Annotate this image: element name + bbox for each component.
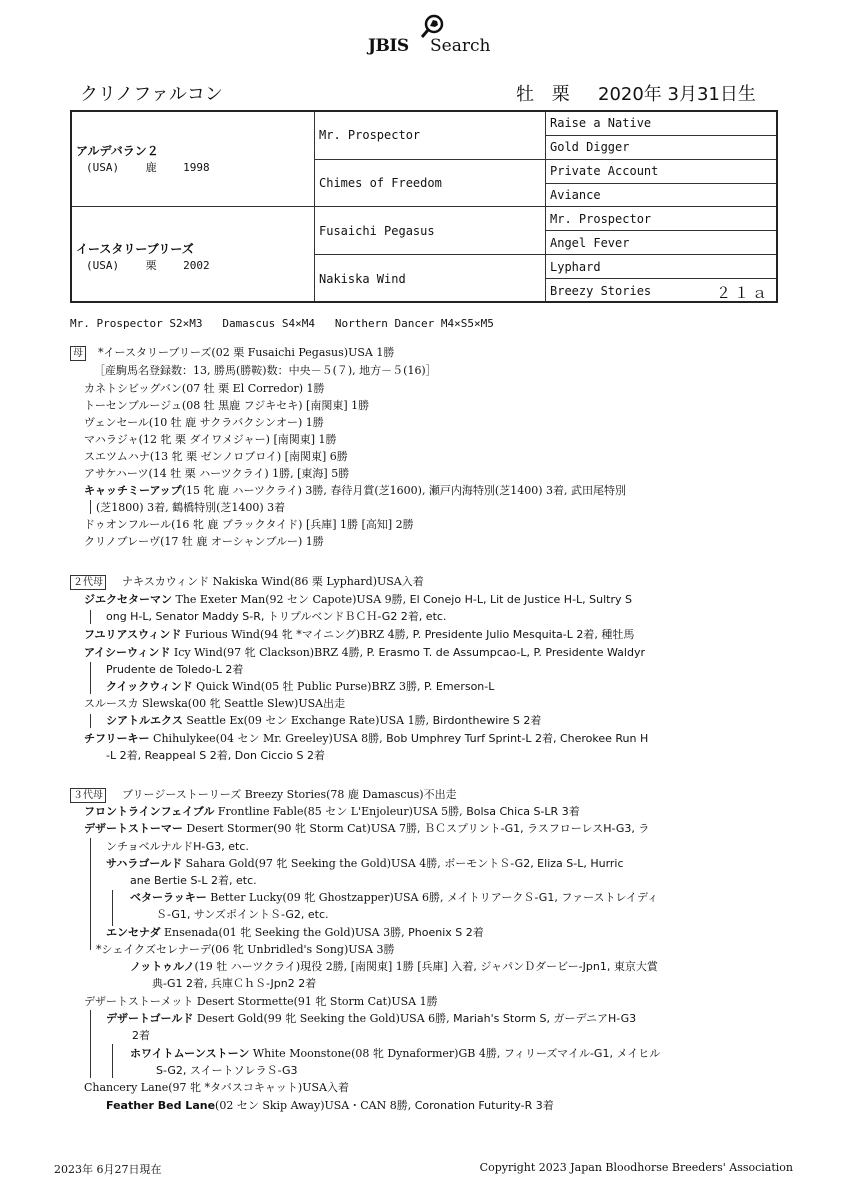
race-record: Birdonthewire S 2着	[432, 714, 542, 727]
line-text: Ensenada(01 牝 Seeking the Gold)USA 3勝,	[160, 926, 409, 939]
g3-6: Angel Fever	[550, 236, 630, 250]
race-record: メイトリアークＳ-G1, ファーストレイディ	[446, 891, 659, 904]
horse-highlight-name: エンセナダ	[106, 926, 161, 939]
progeny-line	[106, 747, 325, 764]
indent-bar	[90, 610, 91, 624]
progeny-line	[96, 499, 285, 516]
progeny-line	[84, 1079, 349, 1096]
line-text: (02 セン Skip Away)USA・CAN 8勝,	[215, 1099, 415, 1112]
progeny-line	[84, 448, 348, 465]
progeny-line	[106, 608, 446, 625]
dam-name: イースタリーブリーズ	[76, 242, 194, 256]
progeny-line	[130, 958, 658, 975]
dam-cell	[76, 240, 210, 273]
line-text: White Moonstone(08 牝 Dynaformer)GB 4勝,	[249, 1047, 504, 1060]
progeny-line	[122, 786, 457, 803]
brand-jbis: JBIS	[368, 36, 409, 56]
line-text: (19 牡 ハーツクライ)現役 2勝, [南関東] 1勝 [兵庫] 入着,	[194, 960, 481, 973]
jbis-search-logo	[368, 14, 498, 56]
progeny-line	[106, 678, 494, 695]
progeny-line	[84, 591, 632, 608]
horse-highlight-name: ノットゥルノ	[130, 960, 195, 973]
line-text: Quick Wind(05 牡 Public Purse)BRZ 3勝,	[192, 680, 424, 693]
line-text: デザートストーメット Desert Stormette(91 牝 Storm Cat)USA 1勝	[84, 995, 438, 1008]
progeny-line	[84, 820, 649, 837]
race-record: Prudente de Toledo-L 2着	[106, 663, 244, 676]
inbreeding-summary: Mr. Prospector S2×M3 Damascus S4×M4 Northern Dancer M4×S5×M5	[70, 317, 494, 330]
progeny-line	[84, 626, 634, 643]
line-text: (芝1800) 3着, 鶴橋特別(芝1400) 3着	[96, 501, 286, 514]
indent-bar	[112, 1044, 113, 1078]
line-text: ナキスカウィンド Nakiska Wind(86 栗 Lyphard)USA入着	[122, 575, 424, 588]
line-text: Frontline Fable(85 セン L'Enjoleur)USA 5勝,	[214, 805, 467, 818]
line-text: Icy Wind(97 牝 Clackson)BRZ 4勝,	[170, 646, 367, 659]
race-record: ane Bertie S-L 2着, etc.	[130, 874, 257, 887]
race-record: ンチョベルナルドH-G3, etc.	[106, 840, 249, 853]
horse-highlight-name: シアトルエクス	[106, 714, 183, 727]
line-text: ［産駒馬名登録数：13, 勝馬(勝鞍)数：中央－５(７), 地方－５(16)］	[94, 364, 437, 377]
progeny-line	[156, 906, 329, 923]
horse-dob: 2020年 3月31日生	[598, 84, 756, 105]
progeny-line	[84, 431, 337, 448]
indent-bar	[90, 662, 91, 694]
gen3-section-tag: ３代母	[70, 788, 106, 803]
sire-info: (USA) 鹿 1998	[86, 161, 210, 174]
line-text: Chancery Lane(97 牝 *タバスコキャット)USA入着	[84, 1081, 349, 1094]
progeny-line	[84, 380, 325, 397]
progeny-line	[98, 344, 394, 361]
progeny-line	[106, 1010, 636, 1027]
line-text: Seattle Ex(09 セン Exchange Rate)USA 1勝,	[182, 714, 433, 727]
indent-bar	[90, 714, 91, 728]
line-text: *イースタリーブリーズ(02 栗 Fusaichi Pegasus)USA 1勝	[98, 346, 395, 359]
horse-highlight-name: デザートストーマー	[84, 822, 183, 835]
race-record: ＢＣスプリント-G1, ラスフローレスH-G3, ラ	[424, 822, 650, 835]
race-record: 2着	[132, 1029, 150, 1042]
progeny-line	[106, 838, 249, 855]
g3-5: Mr. Prospector	[550, 212, 652, 226]
brand-search: Search	[430, 36, 491, 56]
progeny-line	[84, 465, 349, 482]
progeny-line	[84, 730, 648, 747]
horse-sex-color: 牡 栗	[516, 84, 576, 105]
sire-name: アルデバラン２	[76, 144, 159, 158]
race-record: El Conejo H-L, Lit de Justice H-L, Sultry S	[409, 593, 633, 606]
race-record: P. Emerson-L	[423, 680, 495, 693]
line-text: *シェイクズセレナーデ(06 牝 Unbridled's Song)USA 3勝	[96, 943, 395, 956]
progeny-line	[156, 1062, 298, 1079]
g3-1: Raise a Native	[550, 116, 652, 130]
progeny-line	[152, 975, 316, 992]
race-record: Mariah's Storm S, ガーデニアH-G3	[453, 1012, 637, 1025]
progeny-line	[122, 573, 424, 590]
race-record: ong H-L, Senator Maddy S-R, トリプルベンドＢＣＨ-G2 2着, etc.	[106, 610, 447, 623]
horse-highlight-name: クイックウィンド	[106, 680, 193, 693]
sire-cell	[76, 142, 210, 175]
progeny-line	[130, 872, 257, 889]
progeny-line	[94, 362, 437, 379]
line-text: Desert Gold(99 牝 Seeking the Gold)USA 6勝,	[193, 1012, 454, 1025]
progeny-line	[84, 516, 414, 533]
g2-2: Chimes of Freedom	[319, 176, 442, 190]
horse-highlight-name: ホワイトムーンストーン	[130, 1047, 250, 1060]
progeny-line	[130, 889, 658, 906]
line-text: Furious Wind(94 牝 *マイニング)BRZ 4勝,	[181, 628, 413, 641]
race-record: P. Presidente Julio Mesquita-L 2着, 種牡馬	[412, 628, 635, 641]
race-record: Phoenix S 2着	[408, 926, 484, 939]
race-record: P. Erasmo T. de Assumpcao-L, P. Presidente Waldyr	[366, 646, 645, 659]
progeny-line	[106, 924, 484, 941]
race-record: ジャパンＤダービー-Jpn1, 東京大賞	[480, 960, 658, 973]
progeny-line	[130, 1045, 660, 1062]
race-record: Bolsa Chica S-LR 3着	[466, 805, 580, 818]
line-text: スエツムハナ(13 牝 栗 ゼンノロブロイ) [南関東] 6勝	[84, 450, 348, 463]
line-text: Desert Stormer(90 牝 Storm Cat)USA 7勝,	[182, 822, 425, 835]
progeny-line	[84, 414, 324, 431]
pedigree-table	[70, 110, 778, 303]
g2-3: Fusaichi Pegasus	[319, 224, 435, 238]
progeny-line	[84, 533, 324, 550]
line-text: ブリージーストーリーズ Breezy Stories(78 鹿 Damascus)不出走	[122, 788, 457, 801]
indent-bar	[112, 890, 113, 926]
race-record: ボーモントＳ-G2, Eliza S-L, Hurric	[444, 857, 624, 870]
race-record: 典-G1 2着, 兵庫ＣｈＳ-Jpn2 2着	[152, 977, 317, 990]
horse-highlight-name: ベターラッキー	[130, 891, 207, 904]
g2-4: Nakiska Wind	[319, 272, 406, 286]
family-number: ２１ａ	[715, 284, 770, 302]
footer-copyright: Copyright 2023 Japan Bloodhorse Breeders' Association	[479, 1161, 793, 1174]
progeny-line	[132, 1027, 150, 1044]
g2-1: Mr. Prospector	[319, 128, 421, 142]
race-record: フィリーズマイル-G1, メイヒル	[503, 1047, 661, 1060]
progeny-line	[84, 695, 345, 712]
horse-highlight-name: デザートゴールド	[106, 1012, 194, 1025]
progeny-line	[106, 855, 624, 872]
indent-bar	[90, 1010, 91, 1078]
line-text: トーセンブルージュ(08 牡 黒鹿 フジキセキ) [南関東] 1勝	[84, 399, 370, 412]
progeny-line	[84, 482, 626, 499]
dam-info: (USA) 栗 2002	[86, 259, 210, 272]
line-text: Chihulykee(04 セン Mr. Greeley)USA 8勝,	[149, 732, 387, 745]
horse-name: クリノファルコン	[80, 84, 223, 105]
line-text: ドゥオンフルール(16 牝 鹿 ブラックタイド) [兵庫] 1勝 [高知] 2勝	[84, 518, 414, 531]
g3-2: Gold Digger	[550, 140, 630, 154]
race-record: S-G2, スイートソレラＳ-G3	[156, 1064, 298, 1077]
horse-highlight-name: アイシーウィンド	[84, 646, 171, 659]
line-text: The Exeter Man(92 セン Capote)USA 9勝,	[172, 593, 410, 606]
progeny-line	[106, 1097, 554, 1114]
line-text: Sahara Gold(97 牝 Seeking the Gold)USA 4勝,	[182, 857, 445, 870]
line-text: ヴェンセール(10 牡 鹿 サクラバクシンオー) 1勝	[84, 416, 324, 429]
g3-3: Private Account	[550, 164, 659, 178]
dam-section-tag: 母	[70, 346, 86, 361]
race-record: Ｓ-G1, サンズポイントＳ-G2, etc.	[156, 908, 329, 921]
horse-highlight-name: フロントラインフェイブル	[84, 805, 215, 818]
line-text: (15 牝 鹿 ハーツクライ) 3勝, 春待月賞(芝1600), 瀬戸内海特別(芝1400) 3着, 武田尾特別	[181, 484, 626, 497]
progeny-line	[106, 712, 541, 729]
horse-highlight-name: フユリアスウィンド	[84, 628, 182, 641]
progeny-line	[106, 661, 243, 678]
horse-highlight-name: Feather Bed Lane	[106, 1099, 216, 1112]
line-text: Better Lucky(09 牝 Ghostzapper)USA 6勝,	[206, 891, 447, 904]
horse-highlight-name: チフリーキー	[84, 732, 150, 745]
indent-bar	[90, 500, 91, 514]
progeny-line	[84, 993, 438, 1010]
line-text: カネトシビッグバン(07 牡 栗 El Corredor) 1勝	[84, 382, 325, 395]
race-record: Coronation Futurity-R 3着	[414, 1099, 554, 1112]
gen2-section-tag: ２代母	[70, 575, 106, 590]
g3-4: Aviance	[550, 188, 601, 202]
indent-bar	[90, 838, 91, 950]
progeny-line	[84, 644, 645, 661]
footer-date: 2023年 6月27日現在	[54, 1163, 162, 1176]
line-text: スルースカ Slewska(00 牝 Seattle Slew)USA出走	[84, 697, 346, 710]
progeny-line	[84, 803, 580, 820]
line-text: マハラジャ(12 牝 栗 ダイワメジャー) [南関東] 1勝	[84, 433, 337, 446]
g3-8: Breezy Stories	[550, 284, 652, 298]
race-record: Bob Umphrey Turf Sprint-L 2着, Cherokee Run H	[386, 732, 649, 745]
horse-highlight-name: キャッチミーアップ	[84, 484, 182, 497]
race-record: -L 2着, Reappeal S 2着, Don Ciccio S 2着	[106, 749, 326, 762]
progeny-line	[96, 941, 395, 958]
g3-7: Lyphard	[550, 260, 601, 274]
progeny-line	[84, 397, 369, 414]
horse-highlight-name: ジエクセターマン	[84, 593, 172, 606]
line-text: アサケハーツ(14 牡 栗 ハーツクライ) 1勝, [東海] 5勝	[84, 467, 350, 480]
line-text: クリノブレーヴ(17 牡 鹿 オーシャンブルー) 1勝	[84, 535, 324, 548]
horse-highlight-name: サハラゴールド	[106, 857, 183, 870]
